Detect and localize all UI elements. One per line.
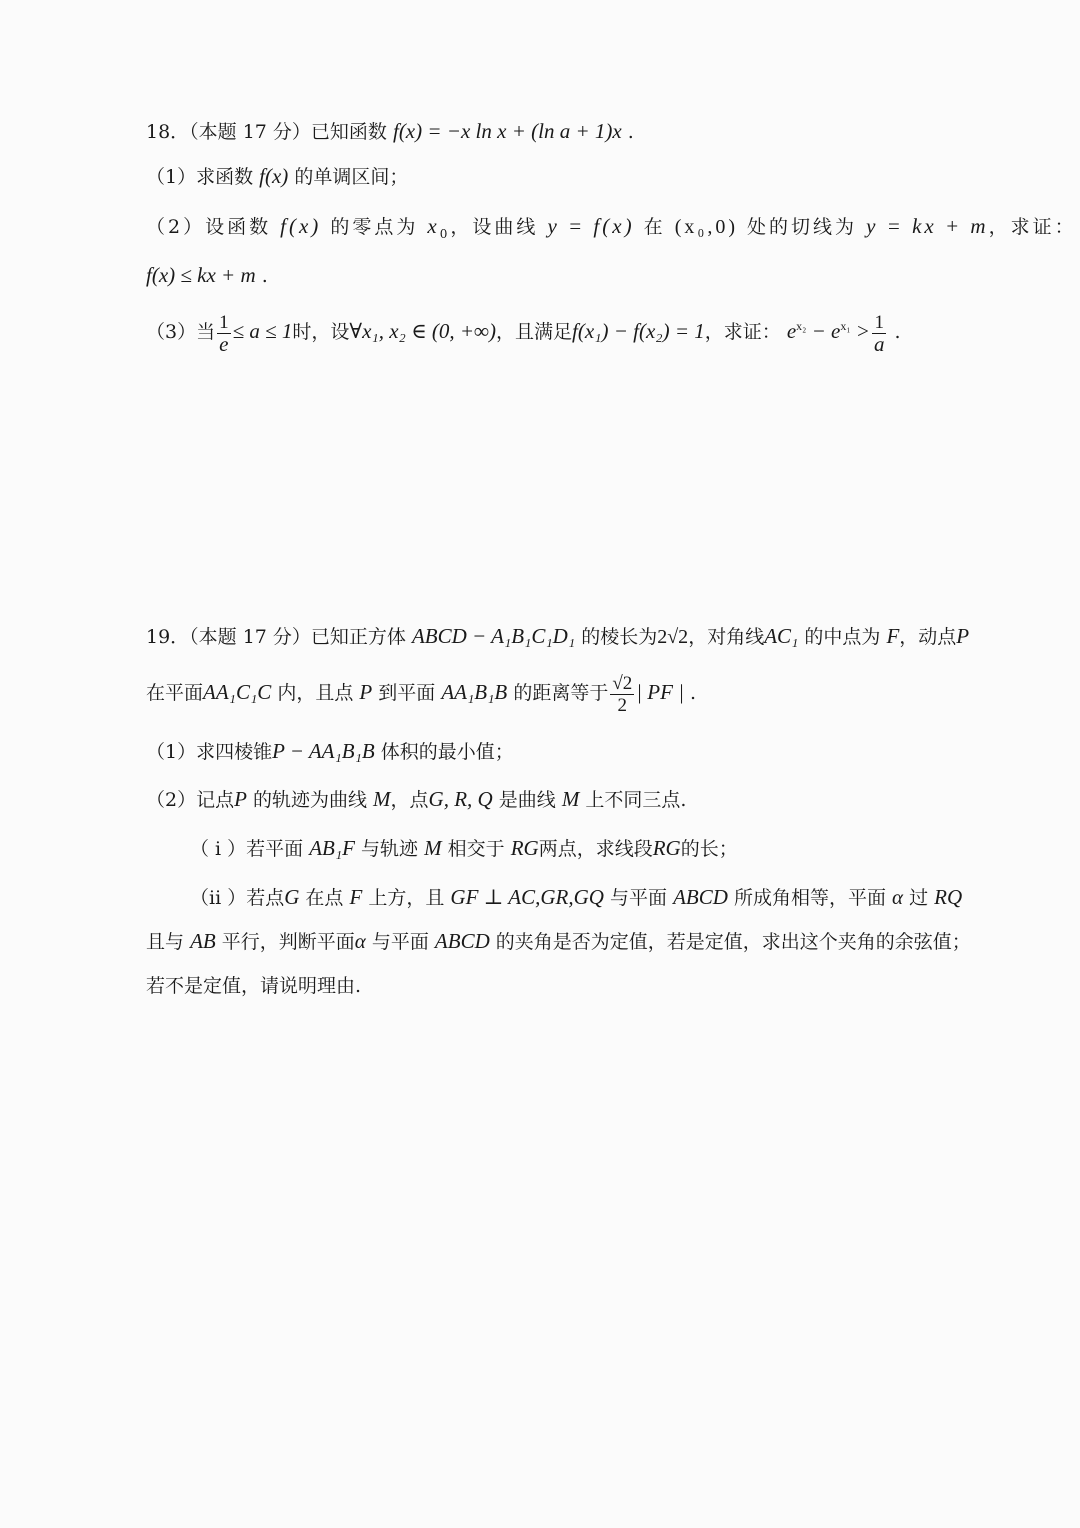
q19-F2: F xyxy=(349,885,363,909)
q19-F: F xyxy=(886,624,900,648)
q19-gr-gq: ,GR,GQ xyxy=(535,885,604,909)
q18-part3-cond: ≤ a ≤ 1 xyxy=(232,319,293,343)
q18-part3-c: ，且满足 xyxy=(496,321,573,343)
q19-RG2: RG xyxy=(652,836,681,860)
q18-part3-eq: f(x₁) − f(x₂) = 1 xyxy=(572,319,705,343)
q18-part3: （3）当 $\frac{1}{e}$ ≤ a ≤ 1时，设∀x₁, x₂ ∈ (0, +∞)，且满足f(x₁) − f(x₂) = 1，求证： $e^{x_2} - e^{x_1}$ > $\frac{1}{a}$ . xyxy=(146,311,901,356)
q19-sub2-f: 过 xyxy=(909,887,929,909)
q19-RQ: RQ xyxy=(934,885,963,909)
q19-M3: M xyxy=(424,836,442,860)
q18-part2-ineq: f(x) ≤ kx + m xyxy=(146,263,256,287)
q19-sub1-b: 与轨迹 xyxy=(361,838,419,860)
q19-sub2-a: （ii ）若点 xyxy=(190,887,285,909)
q19-line2: 在平面AA₁C₁C 内，且点 P 到平面 AA₁B₁B 的距离等于 $\frac{√2}{2}$ | PF | . xyxy=(146,672,697,716)
q18-part3-b: 时，设 xyxy=(292,321,350,343)
q19-plane2: AA₁B₁B xyxy=(441,680,508,704)
q19-sub2-c: 上方，且 xyxy=(368,887,445,909)
q19-ab1f: AB₁F xyxy=(309,836,355,860)
q18-part3-a: （3）当 xyxy=(146,321,216,343)
q19-P3: P xyxy=(234,787,247,811)
q19-t3: 的中点为 xyxy=(804,626,881,648)
fraction-one-over-a xyxy=(872,312,887,355)
q19-RG: RG xyxy=(510,836,539,860)
q19-l2-d: 的距离等于 xyxy=(513,682,609,704)
q19-l2-a: 在平面 xyxy=(146,682,204,704)
q18-part2-point: (x₀,0) xyxy=(674,216,738,238)
q19-M2: M xyxy=(561,787,580,811)
q18-part2-d: 在 xyxy=(643,216,666,238)
q19-sub2-e: 所成角相等，平面 xyxy=(733,887,886,909)
q19-t2: ，对角线 xyxy=(688,626,765,648)
q19-line10 xyxy=(146,973,361,999)
q19-sub1 xyxy=(190,835,738,862)
q18-header: 18．（本题 17 分）已知函数 xyxy=(146,121,387,143)
q18-part2-cont: f(x) ≤ kx + m . xyxy=(146,263,268,287)
q18-part1 xyxy=(146,163,408,190)
q19-header: 19．（本题 17 分）已知正方体 xyxy=(146,626,406,648)
q19-sub2-d: 与平面 xyxy=(610,887,668,909)
q19-t4: ，动点 xyxy=(899,626,957,648)
q19-pf: | PF | xyxy=(636,680,684,704)
q19-P: P xyxy=(956,624,970,648)
q19-part2-c: ，点 xyxy=(390,789,429,811)
q18-part3-d: ，求证： xyxy=(704,321,781,343)
q19-edge: 2√2 xyxy=(657,626,689,648)
q19-ABCD: ABCD xyxy=(673,885,728,909)
q18-part2-x0: x xyxy=(427,214,440,238)
frac-num: 1 xyxy=(219,311,229,333)
q19-sub1-e: 的长； xyxy=(680,838,738,860)
q19-ABCD2: ABCD xyxy=(434,929,490,953)
q19-M: M xyxy=(373,787,391,811)
q19-l2-c: 到平面 xyxy=(378,682,436,704)
q19-sub1-d: 两点，求线段 xyxy=(538,838,653,860)
exp-inequality: $e^{x_2} - e^{x_1}$ > xyxy=(786,319,870,343)
q19-part2-a: （2）记点 xyxy=(146,789,235,811)
frac-den-a: a xyxy=(873,331,885,356)
q19-plane1: AA₁C₁C xyxy=(203,680,272,704)
q18-part2-b: 的零点为 xyxy=(330,216,419,238)
q19-part1 xyxy=(146,738,514,765)
q19-diag: AC₁ xyxy=(764,624,799,648)
q19-sub2-b: 在点 xyxy=(305,887,344,909)
frac-sqrt2: √2 xyxy=(612,672,633,694)
q19-l9-a: 且与 xyxy=(146,931,185,953)
frac-num-a: 1 xyxy=(872,312,887,334)
q19-part2-e: 上不同三点. xyxy=(585,789,687,811)
q18-part1-f: f(x) xyxy=(259,164,289,188)
q19-l10: 若不是定值，请说明理由. xyxy=(146,975,362,997)
q19-G: G xyxy=(284,885,300,909)
q18-part1-suffix: 的单调区间； xyxy=(294,166,409,188)
q19-part2-d: 是曲线 xyxy=(498,789,556,811)
q18-part3-forall: ∀x₁, x₂ ∈ (0, +∞) xyxy=(349,319,497,343)
q19-l9-b: 平行，判断平面 xyxy=(221,931,355,953)
q19-cube: ABCD − A₁B₁C₁D₁ xyxy=(411,624,576,648)
q19-sub1-c: 相交于 xyxy=(447,838,505,860)
q19-pyramid: P − AA₁B₁B xyxy=(272,739,375,763)
q19-header-line xyxy=(146,623,969,650)
q18-part2-c: ，设曲线 xyxy=(450,216,539,238)
q18-part2: （2）设函数 f(x) 的零点为 $x_0$，设曲线 y = f(x) 在 (x₀,0) 处的切线为 y = kx + m，求证： xyxy=(146,214,1077,241)
q19-t1: 的棱长为 xyxy=(581,626,658,648)
q19-alpha2: α xyxy=(354,929,366,953)
q19-part1-a: （1）求四棱锥 xyxy=(146,741,273,763)
q18-header-line: 18．（本题 17 分）已知函数 f(x) = −x ln x + (ln a + 1)x . xyxy=(146,119,634,143)
q18-part2-e: 处的切线为 xyxy=(747,216,858,238)
q18-part1-text: （1）求函数 xyxy=(146,166,254,188)
q19-AB: AB xyxy=(190,929,216,953)
q18-part2-f: f(x) xyxy=(280,214,322,238)
q18-part2-a: （2）设函数 xyxy=(146,216,272,238)
q18-part2-curve: y = f(x) xyxy=(547,214,635,238)
fraction-sqrt2-over-2 xyxy=(610,673,634,716)
q18-part2-f2: ，求证： xyxy=(988,216,1077,238)
q19-line9 xyxy=(146,928,971,955)
q19-P2: P xyxy=(359,680,373,704)
q19-alpha: α xyxy=(892,885,904,909)
q18-part2-tangent: y = kx + m xyxy=(866,214,989,238)
q19-sub2 xyxy=(190,884,962,911)
fraction-one-over-e xyxy=(217,312,231,355)
q19-sub1-a: （ i ）若平面 xyxy=(190,838,304,860)
q19-grq: G, R, Q xyxy=(428,787,493,811)
q19-l9-d: 的夹角是否为定值，若是定值，求出这个夹角的余弦值； xyxy=(495,931,971,953)
q19-part1-b: 体积的最小值； xyxy=(380,741,514,763)
frac-two: 2 xyxy=(617,694,628,716)
q19-gf-ac: GF ⊥ AC xyxy=(450,885,536,909)
q19-l2-b: 内，且点 xyxy=(277,682,354,704)
q19-part2 xyxy=(146,786,686,813)
frac-den: e xyxy=(219,331,229,356)
q19-part2-b: 的轨迹为曲线 xyxy=(252,789,367,811)
q19-l9-c: 与平面 xyxy=(371,931,429,953)
q18-function: f(x) = −x ln x + (ln a + 1)x xyxy=(392,119,622,143)
